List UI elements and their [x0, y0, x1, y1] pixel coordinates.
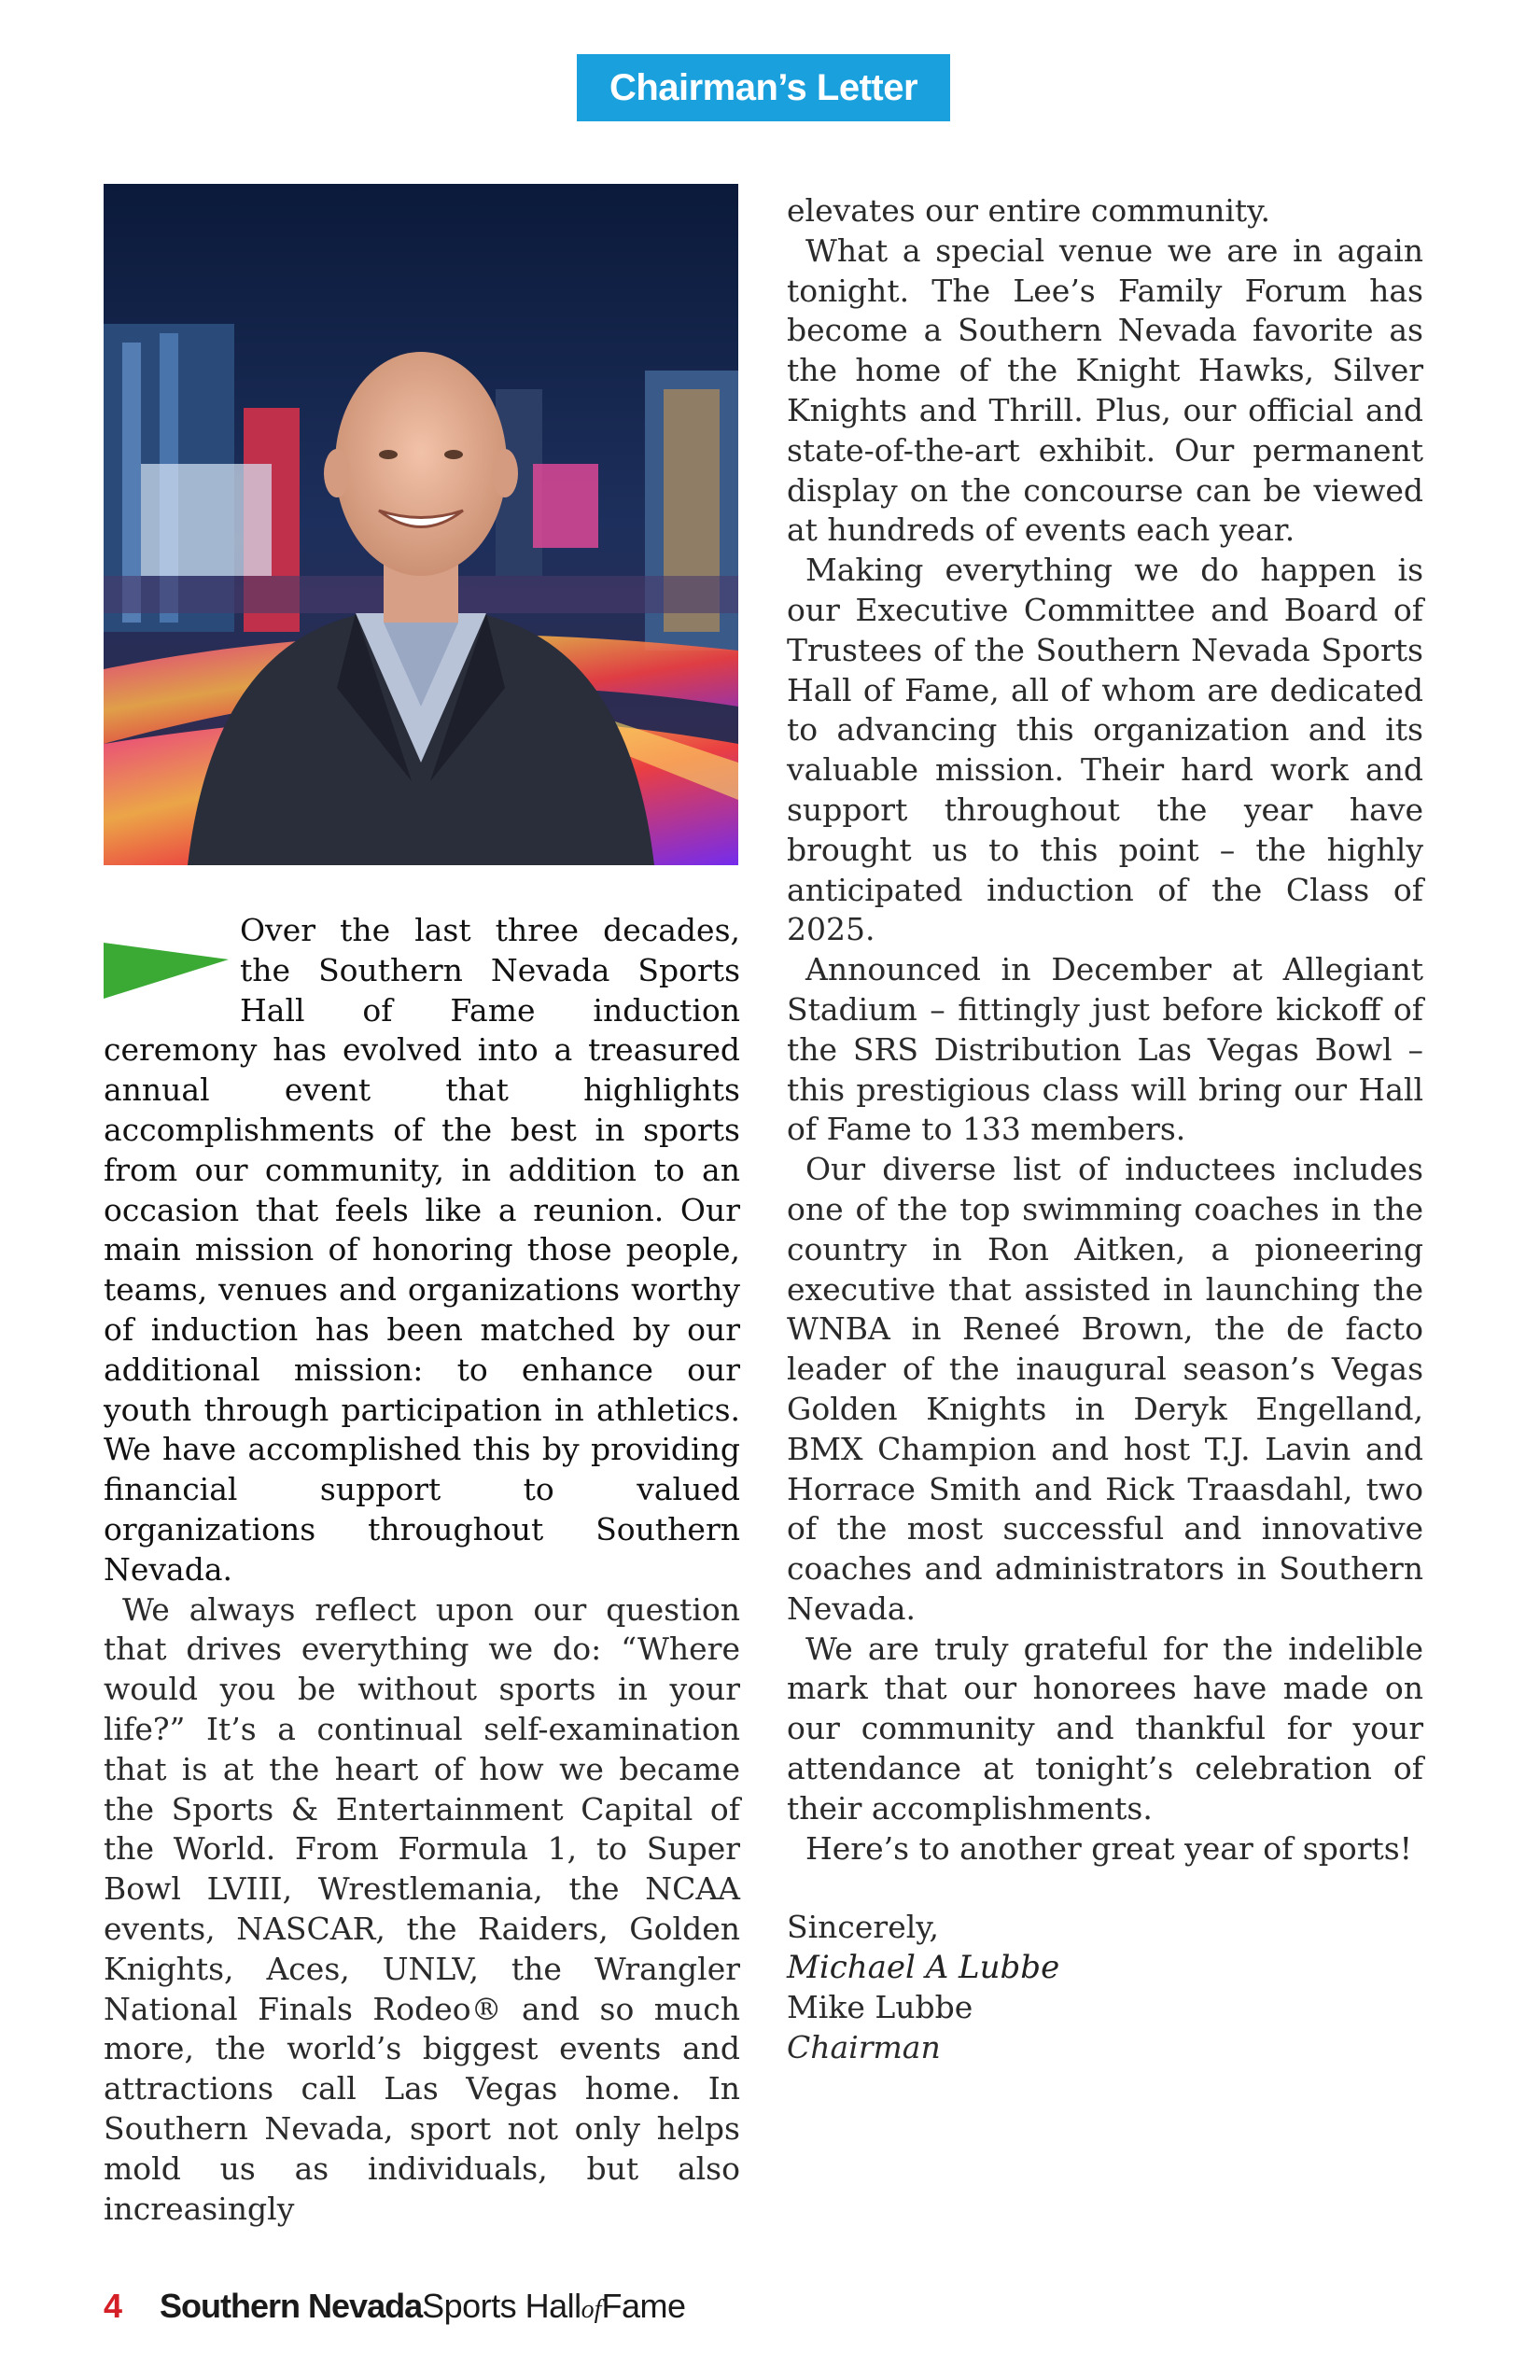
left-column: [104, 911, 740, 2229]
lead-paragraph-container: [104, 911, 740, 1590]
section-title-badge: [577, 54, 950, 121]
letter-closing: [787, 1908, 1423, 2067]
body-paragraph: Our diverse list of inductees includes one of the top swimming coaches in the country in Ron Aitken, a pioneering executive that assisted in launching the WNBA in Reneé Brown, the de facto leader of the inaugural season’s Vegas Golden Knights in Deryk Engelland, BMX Champion and host T.J. Lavin and Horrace Smith and Rick Traasdahl, two of the most successful and innovative coaches and administrators in Southern Nevada.: [787, 1151, 1423, 1627]
publication-name-of: of: [581, 2295, 602, 2324]
green-pennant-icon: [104, 920, 229, 999]
body-paragraph: Here’s to another great year of sports!: [805, 1829, 1412, 1867]
page-footer: [104, 2287, 685, 2333]
publication-name-light: Sports Hall: [422, 2287, 581, 2325]
body-paragraph: We always reflect upon our question that drives everything we do: “Where would you be without sports in your life?” It’s a continual self-examination that is at the heart of how we became the Sports & Entertainment Capital of the World. From Formula 1, to Super Bowl LVIII, Wrestlemania, the NCAA events, NASCAR, the Raiders, Golden Knights, Aces, UNLV, the Wrangler National Finals Rodeo® and so much more, the world’s biggest events and attractions call Las Vegas home. In Southern Nevada, sport not only helps mold us as individuals, but also increasingly: [104, 1590, 740, 2227]
chairman-portrait: [104, 184, 738, 865]
body-paragraph: We are truly grateful for the indelible mark that our honorees have made on our community and thankful for your attendance at tonight’s celebration of their accomplishments.: [787, 1630, 1423, 1827]
lead-paragraph: Over the last three decades, the Southern Nevada Sports Hall of Fame induction ceremony has evolved into a treasured annual event that highlights accomplishments of the best in sports from our community, in addition to an occasion that feels like a reunion. Our main mission of honoring those people, teams, venues and organizations worthy of induction has been matched by our additional mission: to enhance our youth through participation in athletics. We have accomplished this by providing financial support to valued organizations throughout Southern Nevada.: [104, 912, 740, 1588]
body-paragraph: Announced in December at Allegiant Stadium – fittingly just before kickoff of the SRS Distribution Las Vegas Bowl – this prestigious class will bring our Hall of Fame to 133 members.: [787, 951, 1423, 1148]
portrait-photo-icon: [104, 184, 738, 865]
valediction: Sincerely,: [787, 1909, 940, 1946]
right-column: [787, 191, 1423, 2068]
body-paragraph-continued: elevates our entire community.: [787, 192, 1270, 229]
body-paragraph: What a special venue we are in again tonight. The Lee’s Family Forum has become a Southern Nevada favorite as the home of the Knight Hawks, Silver Knights and Thrill. Plus, our official and state-of-the-art exhibit. Our permanent display on the concourse can be viewed at hundreds of events each year.: [787, 231, 1423, 549]
page-number: 4: [104, 2287, 123, 2325]
handwritten-signature: Michael A Lubbe: [787, 1949, 1060, 1987]
body-paragraph: Making everything we do happen is our Executive Committee and Board of Trustees of the Southern Nevada Sports Hall of Fame, all of whom are dedicated to advancing this organization and its valuable mission. Their hard work and support throughout the year have brought us to this point – the highly anticipated induction of the Class of 2025.: [787, 552, 1423, 948]
signer-name: Mike Lubbe: [787, 1989, 973, 2026]
signer-title: Chairman: [787, 2028, 941, 2065]
publication-name-fame: Fame: [601, 2287, 686, 2325]
section-title: Chairman’s Letter: [609, 66, 918, 108]
publication-name-bold: Southern Nevada: [160, 2287, 423, 2325]
